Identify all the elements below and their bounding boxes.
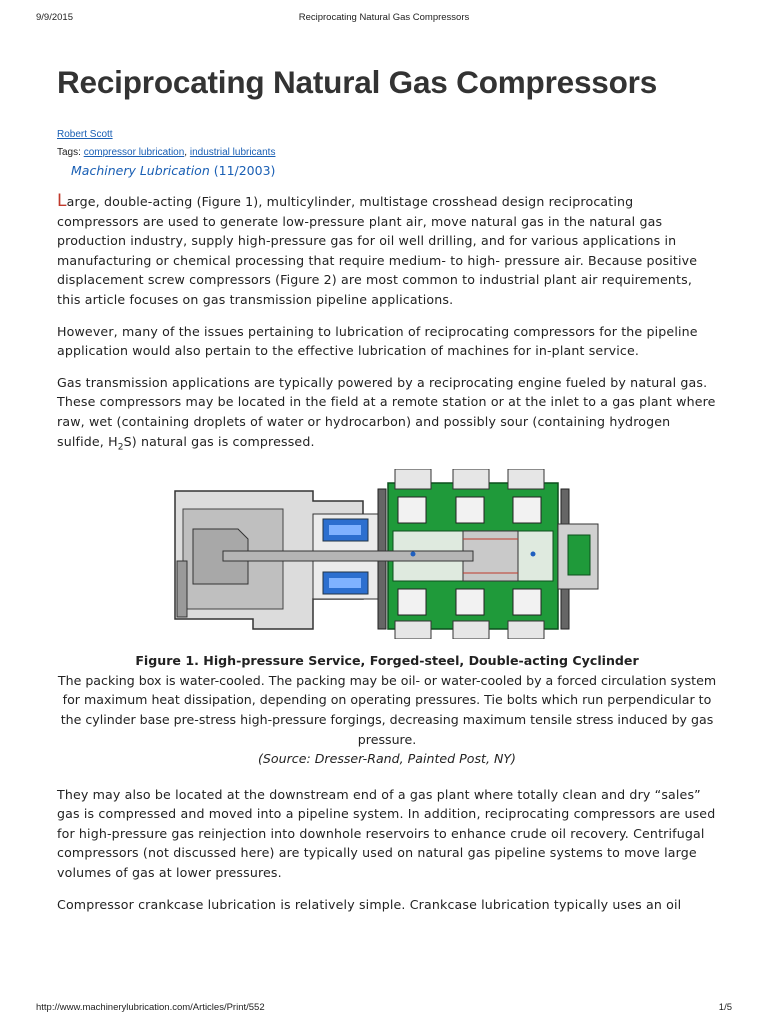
- suction-valve-2: [456, 497, 484, 523]
- article-meta: [57, 126, 717, 162]
- figure-1-cylinder-diagram: [163, 469, 611, 639]
- paragraph-5: Compressor crankcase lubrication is relatively simple. Crankcase lubrication typically uses an oil: [57, 896, 682, 912]
- water-jacket-top: [329, 525, 361, 535]
- valve-cap-6: [508, 621, 544, 639]
- discharge-valve-3: [513, 589, 541, 615]
- lube-point-1: [411, 552, 416, 557]
- suction-valve-3: [513, 497, 541, 523]
- frame-foot: [177, 561, 187, 617]
- publication-name[interactable]: Machinery Lubrication: [71, 163, 210, 178]
- article-title: Reciprocating Natural Gas Compressors: [57, 64, 658, 100]
- print-url: http://www.machinerylubrication.com/Articles/Print/552: [36, 1002, 265, 1013]
- print-title: Reciprocating Natural Gas Compressors: [298, 12, 470, 23]
- tags-line: [57, 144, 717, 162]
- tag-separator: ,: [184, 147, 188, 158]
- h2s-subscript: 2: [117, 442, 124, 453]
- print-date: 9/9/2015: [36, 12, 73, 23]
- paragraph-3: [57, 373, 717, 451]
- valve-cap-1: [395, 469, 431, 489]
- drop-cap: L: [57, 191, 67, 211]
- figure-caption-description: The packing box is water-cooled. The packing may be oil- or water-cooled by a forced circulation system for maximum heat dissipation, depending on operating pressures. Tie bolts which run perpendicular to the cylinder base pre-stress high-pressure forgings, decreasing maximum tensile stress induced by gas pressure.: [57, 672, 717, 747]
- article: [57, 60, 717, 914]
- tag-compressor-lubrication[interactable]: compressor lubrication: [83, 147, 185, 158]
- suction-valve-1: [398, 497, 426, 523]
- author-link[interactable]: Robert Scott: [57, 129, 113, 140]
- figure-1-caption: [57, 651, 717, 769]
- publication-line: [71, 162, 717, 180]
- paragraph-1: [57, 192, 717, 310]
- piston-rod: [223, 551, 473, 561]
- print-footer: [36, 1002, 732, 1016]
- valve-cap-2: [453, 469, 489, 489]
- tags-label: Tags:: [57, 147, 81, 158]
- cylinder-cutaway-illustration: [163, 469, 611, 639]
- figure-caption-source: (Source: Dresser-Rand, Painted Post, NY): [258, 751, 516, 767]
- valve-cap-4: [395, 621, 431, 639]
- paragraph-3-text-a: Gas transmission applications are typically powered by a reciprocating engine fueled by natural gas. These compressors may be located in the field at a remote station or at the inlet to a gas plant where raw, wet (containing droplets of water or hydrocarbon) and possibly sour (containing hydrogen sulfide, H: [57, 374, 716, 449]
- publication-date: (11/2003): [213, 163, 276, 178]
- head-end-clearance: [568, 535, 590, 575]
- water-jacket-bottom: [329, 578, 361, 588]
- page-number: 1/5: [718, 1002, 732, 1013]
- tag-industrial-lubricants[interactable]: industrial lubricants: [189, 147, 276, 158]
- paragraph-4: They may also be located at the downstream end of a gas plant where totally clean and dry “sales” gas is compressed and moved into a pipeline system. In addition, reciprocating compressors are used for high-pressure gas reinjection into downhole reservoirs to enhance crude oil recovery. Centrifugal compressors (not discussed here) are typically used on natural gas pipeline systems to move large volumes of gas at lower pressures.: [57, 786, 716, 881]
- paragraph-3-text-b: S) natural gas is compressed.: [123, 433, 315, 449]
- valve-cap-3: [508, 469, 544, 489]
- paragraph-2: However, many of the issues pertaining to lubrication of reciprocating compressors for the pipeline application would also pertain to the effective lubrication of machines for in-plant service.: [57, 323, 698, 359]
- paragraph-1-text: arge, double-acting (Figure 1), multicylinder, multistage crosshead design reciprocating compressors are used to generate low-pressure plant air, move natural gas in the natural gas production industry, supply high-pressure gas for oil well drilling, and for various applications in manufacturing or chemical processing that require medium- to high- pressure air. Because positive displacement screw compressors (Figure 2) are most common to industrial plant air requirements, this article focuses on gas transmission pipeline applications.: [57, 194, 698, 307]
- discharge-valve-1: [398, 589, 426, 615]
- valve-cap-5: [453, 621, 489, 639]
- discharge-valve-2: [456, 589, 484, 615]
- lube-point-2: [531, 552, 536, 557]
- print-header: [36, 12, 732, 26]
- figure-caption-title: Figure 1. High-pressure Service, Forged-steel, Double-acting Cyclinder: [135, 653, 639, 669]
